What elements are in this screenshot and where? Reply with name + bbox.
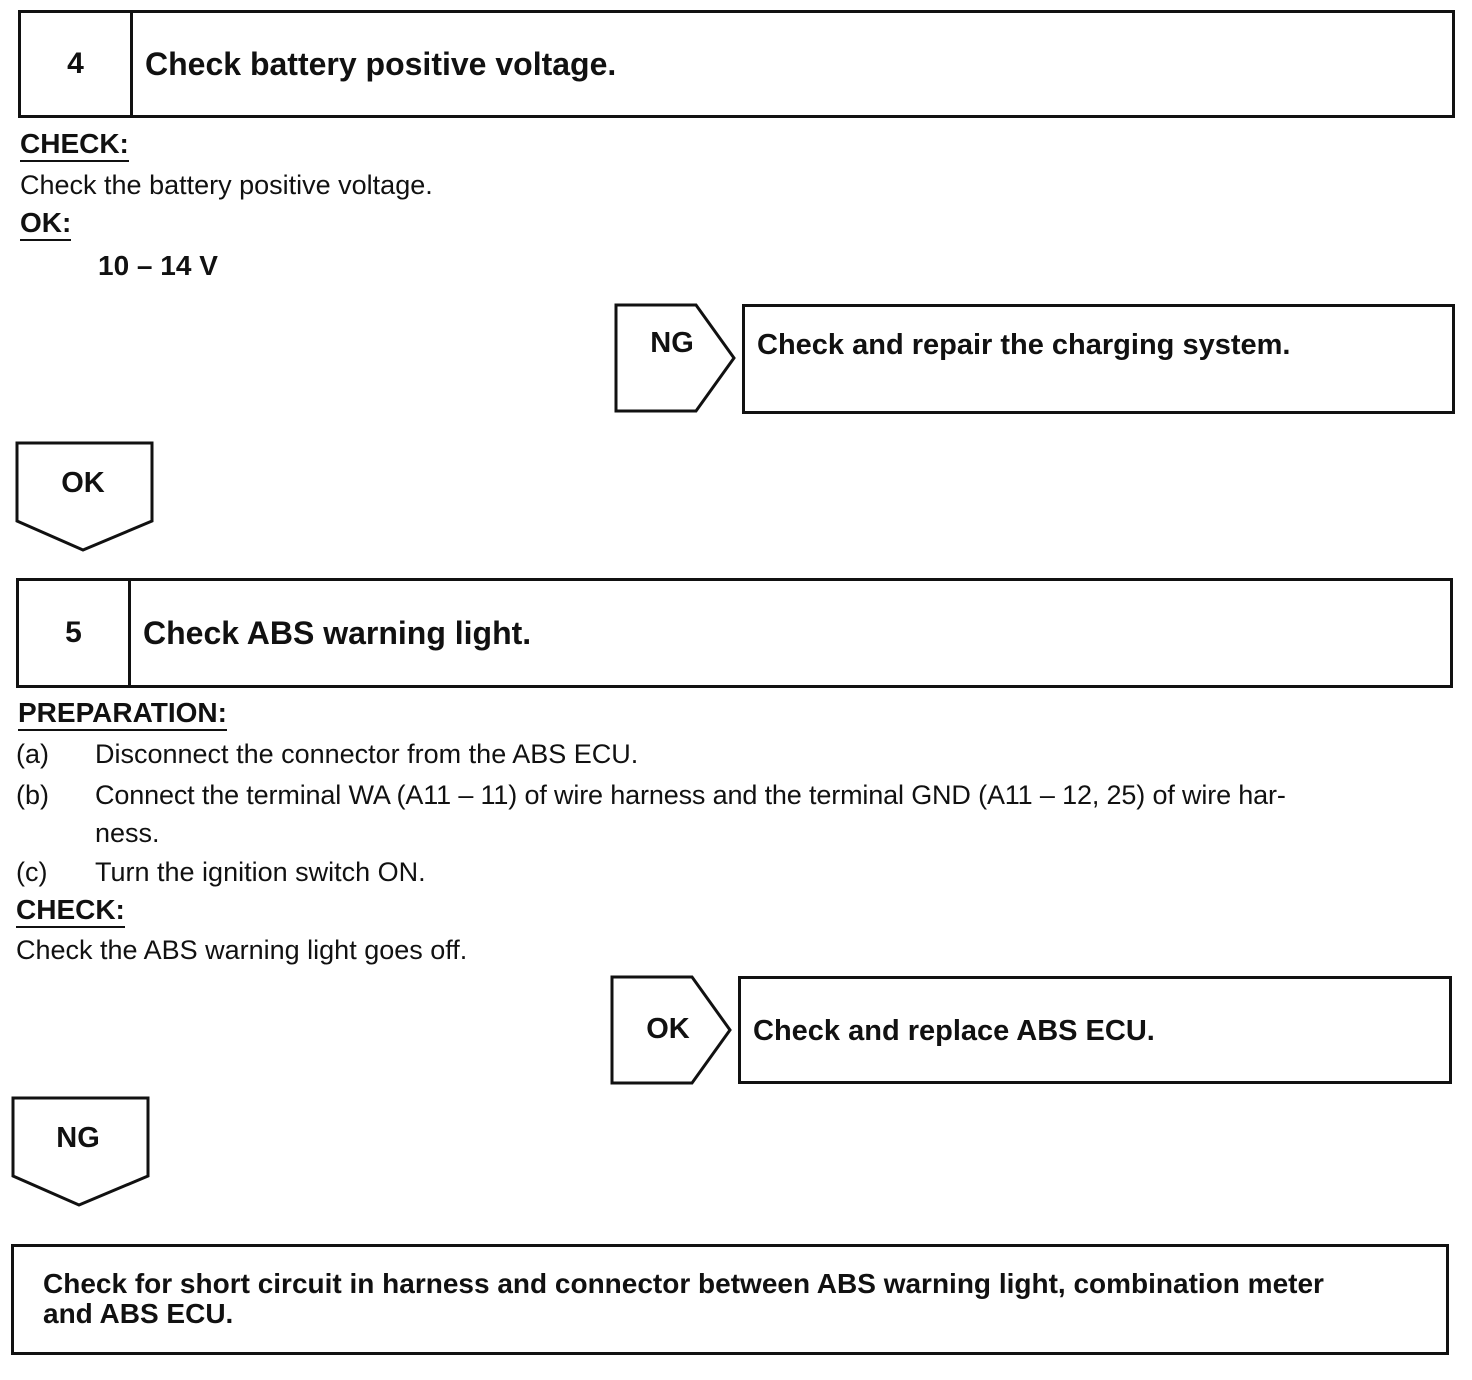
step-5-ok-label: OK: [646, 1013, 690, 1045]
prep-item-letter: (c): [16, 857, 48, 887]
step-5-preparation-label: PREPARATION:: [18, 698, 227, 731]
prep-item-b: [16, 776, 1456, 854]
prep-item-text: Disconnect the connector from the ABS ECU.: [95, 739, 639, 769]
final-action-box: [11, 1244, 1449, 1355]
step-5-number: 5: [19, 581, 131, 685]
step-4-ok-range: 10 – 14 V: [98, 250, 218, 281]
prep-item-text: Connect the terminal WA (A11 – 11) of wire harness and the terminal GND (A11 – 12, 25) of wire har-: [95, 780, 1286, 810]
prep-item-letter: (a): [16, 739, 49, 769]
step-4-ok-label-down: OK: [61, 467, 105, 499]
step-4-check-label: CHECK:: [20, 129, 129, 162]
step-5-title: Check ABS warning light.: [143, 614, 532, 651]
prep-item-c: [16, 853, 1456, 891]
prep-item-text: Turn the ignition switch ON.: [95, 857, 426, 887]
step-4-ng-label: NG: [650, 327, 694, 359]
step-5-ng-label-down: NG: [56, 1122, 100, 1154]
step-5-header: [16, 578, 1453, 688]
prep-item-a: [16, 735, 1456, 773]
step-4-title: Check battery positive voltage.: [145, 45, 617, 82]
step-4-header: [18, 10, 1455, 118]
step-4-check-text: Check the battery positive voltage.: [20, 170, 433, 200]
step-4-ng-action: Check and repair the charging system.: [742, 304, 1455, 414]
prep-item-text-continued: ness.: [95, 818, 160, 848]
step-5-check-label: CHECK:: [16, 895, 125, 928]
step-4-number: 4: [21, 13, 133, 115]
step-4-ok-label: OK:: [20, 208, 71, 241]
step-5-check-text: Check the ABS warning light goes off.: [16, 935, 468, 965]
prep-item-letter: (b): [16, 780, 49, 810]
final-action-line-1: Check for short circuit in harness and connector between ABS warning light, combination meter: [43, 1268, 1324, 1299]
step-5-ok-action: Check and replace ABS ECU.: [738, 976, 1452, 1084]
final-action-line-2: and ABS ECU.: [43, 1298, 234, 1329]
